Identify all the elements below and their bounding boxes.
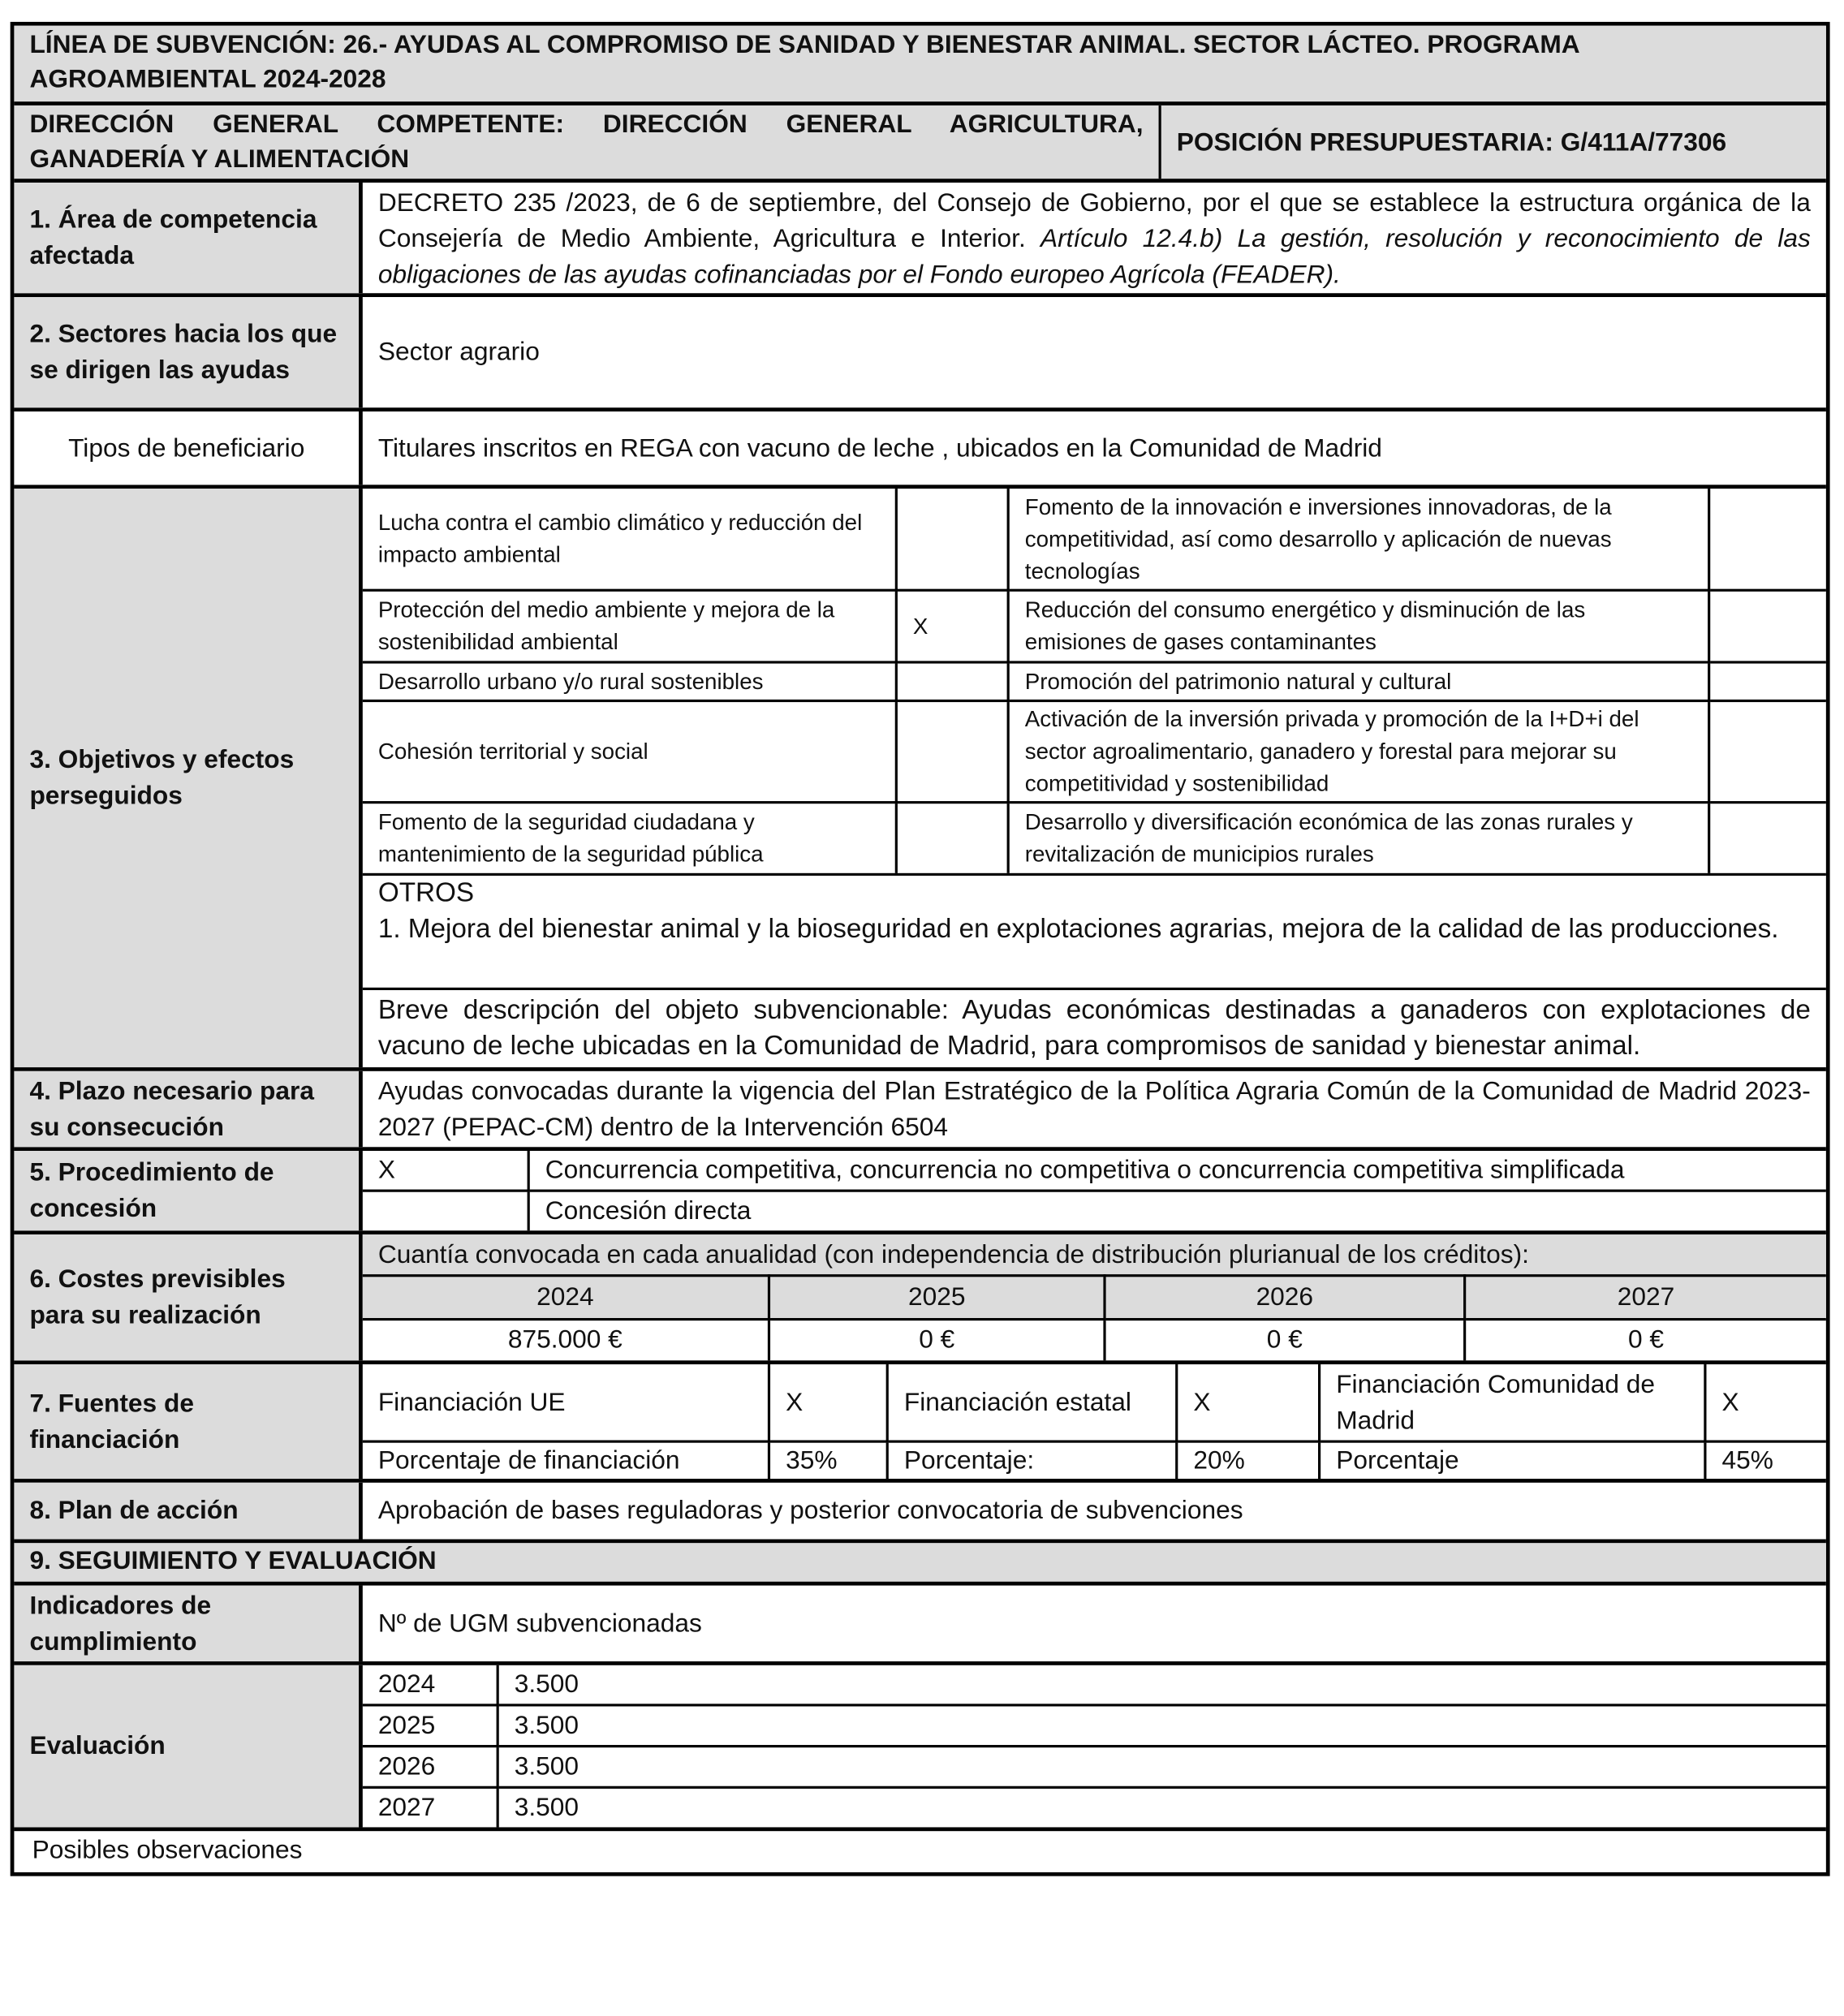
percent-label: Porcentaje xyxy=(1320,1441,1705,1479)
objective-text: Desarrollo y diversificación económica de las zonas rurales y revitalización de municipios rurales xyxy=(1008,803,1708,873)
source-name: Financiación UE xyxy=(363,1364,769,1441)
indicadores-label: Indicadores de cumplimiento xyxy=(14,1586,362,1661)
evaluation-year: 2025 xyxy=(363,1705,498,1747)
source-mark: X xyxy=(769,1364,887,1441)
otros-block xyxy=(363,873,1826,988)
section-3 xyxy=(14,489,1825,1071)
procedure-mark xyxy=(363,1191,528,1230)
objective-text: Fomento de la seguridad ciudadana y mantenimiento de la seguridad pública xyxy=(363,803,897,873)
percent-value: 20% xyxy=(1177,1441,1320,1479)
breve-descripcion: Breve descripción del objeto subvencionable: Ayudas económicas destinadas a ganaderos con explotaciones de vacuno de leche ubicadas en la Comunidad de Madrid, para compromisos de sanidad y bienestar animal. xyxy=(363,988,1826,1067)
objective-mark xyxy=(1709,662,1826,701)
section-4-content: Ayudas convocadas durante la vigencia del Plan Estratégico de la Política Agraria Común de la Comunidad de Madrid 2023-2027 (PEPAC-CM) dentro de la Intervención 6504 xyxy=(377,1077,1811,1142)
evaluation-year: 2026 xyxy=(363,1747,498,1788)
amount-cell: 0 € xyxy=(1465,1319,1826,1360)
otros-title: OTROS xyxy=(377,878,475,908)
section-3-content xyxy=(363,489,1826,1067)
evaluation-value: 3.500 xyxy=(498,1705,1826,1747)
amounts-row xyxy=(363,1319,1826,1360)
evaluation-value: 3.500 xyxy=(498,1787,1826,1827)
procedure-option xyxy=(363,1191,1826,1230)
objective-text: Fomento de la innovación e inversiones innovadoras, de la competitividad, así como desarrollo y aplicación de nuevas tecnologías xyxy=(1008,489,1708,590)
amount-cell: 0 € xyxy=(1105,1319,1465,1360)
section-4-label: 4. Plazo necesario para su consecución xyxy=(14,1071,362,1147)
header-linea-row xyxy=(14,26,1825,106)
objective-mark xyxy=(1709,489,1826,590)
section-9-header xyxy=(14,1543,1825,1585)
objective-text: Reducción del consumo energético y disminución de las emisiones de gases contaminantes xyxy=(1008,590,1708,662)
procedure-text: Concurrencia competitiva, concurrencia no competitiva o concurrencia competitiva simplificada xyxy=(528,1151,1826,1191)
procedure-mark: X xyxy=(363,1151,528,1191)
section-1-content xyxy=(363,183,1826,293)
posicion-presupuestaria: POSICIÓN PRESUPUESTARIA: G/411A/77306 xyxy=(1176,127,1727,157)
objective-row xyxy=(363,803,1826,873)
objective-row xyxy=(363,489,1826,590)
objective-text: Lucha contra el cambio climático y reducción del impacto ambiental xyxy=(363,489,897,590)
objective-mark xyxy=(1709,590,1826,662)
percent-label: Porcentaje de financiación xyxy=(363,1441,769,1479)
objective-mark xyxy=(896,700,1008,802)
section-1 xyxy=(14,183,1825,297)
section-8 xyxy=(14,1483,1825,1543)
tipos-content: Titulares inscritos en REGA con vacuno de leche , ubicados en la Comunidad de Madrid xyxy=(377,433,1382,463)
costs-caption: Cuantía convocada en cada anualidad (con independencia de distribución plurianual de los créditos): xyxy=(363,1234,1826,1276)
procedure-text: Concesión directa xyxy=(528,1191,1826,1230)
objective-mark xyxy=(1709,803,1826,873)
evaluation-row xyxy=(363,1705,1826,1747)
objective-mark xyxy=(896,662,1008,701)
decreto-text: DECRETO 235 /2023, de 6 de septiembre, del Consejo de Gobierno, por el que se establece la estructura orgánica de la Consejería de Medio Ambiente, Agricultura e Interior. xyxy=(377,188,1811,254)
objective-text: Cohesión territorial y social xyxy=(363,700,897,802)
section-5-content xyxy=(363,1151,1826,1230)
objective-text: Protección del medio ambiente y mejora de la sostenibilidad ambiental xyxy=(363,590,897,662)
section-6 xyxy=(14,1234,1825,1364)
year-cell: 2025 xyxy=(769,1276,1105,1319)
section-7-content xyxy=(363,1364,1826,1479)
section-2-content: Sector agrario xyxy=(377,338,540,367)
year-cell: 2027 xyxy=(1465,1276,1826,1319)
sources-row xyxy=(363,1364,1826,1441)
section-5-label: 5. Procedimiento de concesión xyxy=(14,1151,362,1230)
section-2 xyxy=(14,297,1825,411)
evaluation-row xyxy=(363,1747,1826,1788)
percent-row xyxy=(363,1441,1826,1479)
evaluation-year: 2024 xyxy=(363,1665,498,1705)
section-4 xyxy=(14,1071,1825,1151)
evaluacion-label: Evaluación xyxy=(14,1665,362,1828)
indicadores-row xyxy=(14,1586,1825,1665)
tipos-label: Tipos de beneficiario xyxy=(14,411,362,485)
source-mark: X xyxy=(1177,1364,1320,1441)
source-name: Financiación estatal xyxy=(887,1364,1176,1441)
year-cell: 2026 xyxy=(1105,1276,1465,1319)
source-mark: X xyxy=(1705,1364,1826,1441)
otros-text: 1. Mejora del bienestar animal y la bioseguridad en explotaciones agrarias, mejora de la calidad de las producciones. xyxy=(377,914,1779,944)
section-5 xyxy=(14,1151,1825,1234)
objective-mark xyxy=(1709,700,1826,802)
tipos-beneficiario xyxy=(14,411,1825,489)
section-8-label: 8. Plan de acción xyxy=(14,1483,362,1540)
section-8-content: Aprobación de bases reguladoras y posterior convocatoria de subvenciones xyxy=(377,1497,1243,1526)
objective-mark xyxy=(896,803,1008,873)
section-7 xyxy=(14,1364,1825,1483)
section-6-label: 6. Costes previsibles para su realización xyxy=(14,1234,362,1360)
evaluacion-row xyxy=(14,1665,1825,1831)
amount-cell: 0 € xyxy=(769,1319,1105,1360)
percent-value: 45% xyxy=(1705,1441,1826,1479)
objective-mark xyxy=(896,489,1008,590)
objective-text: Desarrollo urbano y/o rural sostenibles xyxy=(363,662,897,701)
linea-title: LÍNEA DE SUBVENCIÓN: 26.- AYUDAS AL COMPROMISO DE SANIDAD Y BIENESTAR ANIMAL. SECTOR LÁCTEO. PROGRAMA AGROAMBIENTAL 2024-2028 xyxy=(29,31,1579,94)
evaluation-row xyxy=(363,1665,1826,1705)
section-6-content xyxy=(363,1234,1826,1360)
percent-label: Porcentaje: xyxy=(887,1441,1176,1479)
objective-row xyxy=(363,590,1826,662)
articulo-text: Artículo 12.4.b) La gestión, resolución y reconocimiento de las obligaciones de las ayudas cofinanciadas por el Fondo europeo Agrícola (FEADER). xyxy=(377,225,1811,290)
objective-row xyxy=(363,662,1826,701)
procedure-option xyxy=(363,1151,1826,1191)
evaluation-value: 3.500 xyxy=(498,1665,1826,1705)
header-direccion-row xyxy=(14,106,1825,183)
section-1-label: 1. Área de competencia afectada xyxy=(14,183,362,293)
direccion-general: DIRECCIÓN GENERAL COMPETENTE: DIRECCIÓN GENERAL AGRICULTURA, GANADERÍA Y ALIMENTACIÓN xyxy=(14,106,1161,179)
section-7-label: 7. Fuentes de financiación xyxy=(14,1364,362,1479)
section-3-label: 3. Objetivos y efectos perseguidos xyxy=(14,489,362,1067)
evaluation-year: 2027 xyxy=(363,1787,498,1827)
observaciones-row xyxy=(14,1831,1825,1872)
objective-row xyxy=(363,700,1826,802)
subsidy-form xyxy=(11,22,1830,1876)
indicadores-content: Nº de UGM subvencionadas xyxy=(377,1609,702,1638)
year-cell: 2024 xyxy=(363,1276,769,1319)
source-name: Financiación Comunidad de Madrid xyxy=(1320,1364,1705,1441)
amount-cell: 875.000 € xyxy=(363,1319,769,1360)
objectives-table xyxy=(363,489,1826,873)
percent-value: 35% xyxy=(769,1441,887,1479)
objective-text: Activación de la inversión privada y promoción de la I+D+i del sector agroalimentario, ganadero y forestal para mejorar su competitividad y sostenibilidad xyxy=(1008,700,1708,802)
years-row xyxy=(363,1276,1826,1319)
section-2-label: 2. Sectores hacia los que se dirigen las ayudas xyxy=(14,297,362,407)
observaciones-label: Posibles observaciones xyxy=(32,1836,303,1865)
section-9-title: 9. SEGUIMIENTO Y EVALUACIÓN xyxy=(29,1547,437,1575)
evaluacion-content xyxy=(363,1665,1826,1828)
objective-text: Promoción del patrimonio natural y cultural xyxy=(1008,662,1708,701)
evaluation-row xyxy=(363,1787,1826,1827)
evaluation-value: 3.500 xyxy=(498,1747,1826,1788)
objective-mark: X xyxy=(896,590,1008,662)
